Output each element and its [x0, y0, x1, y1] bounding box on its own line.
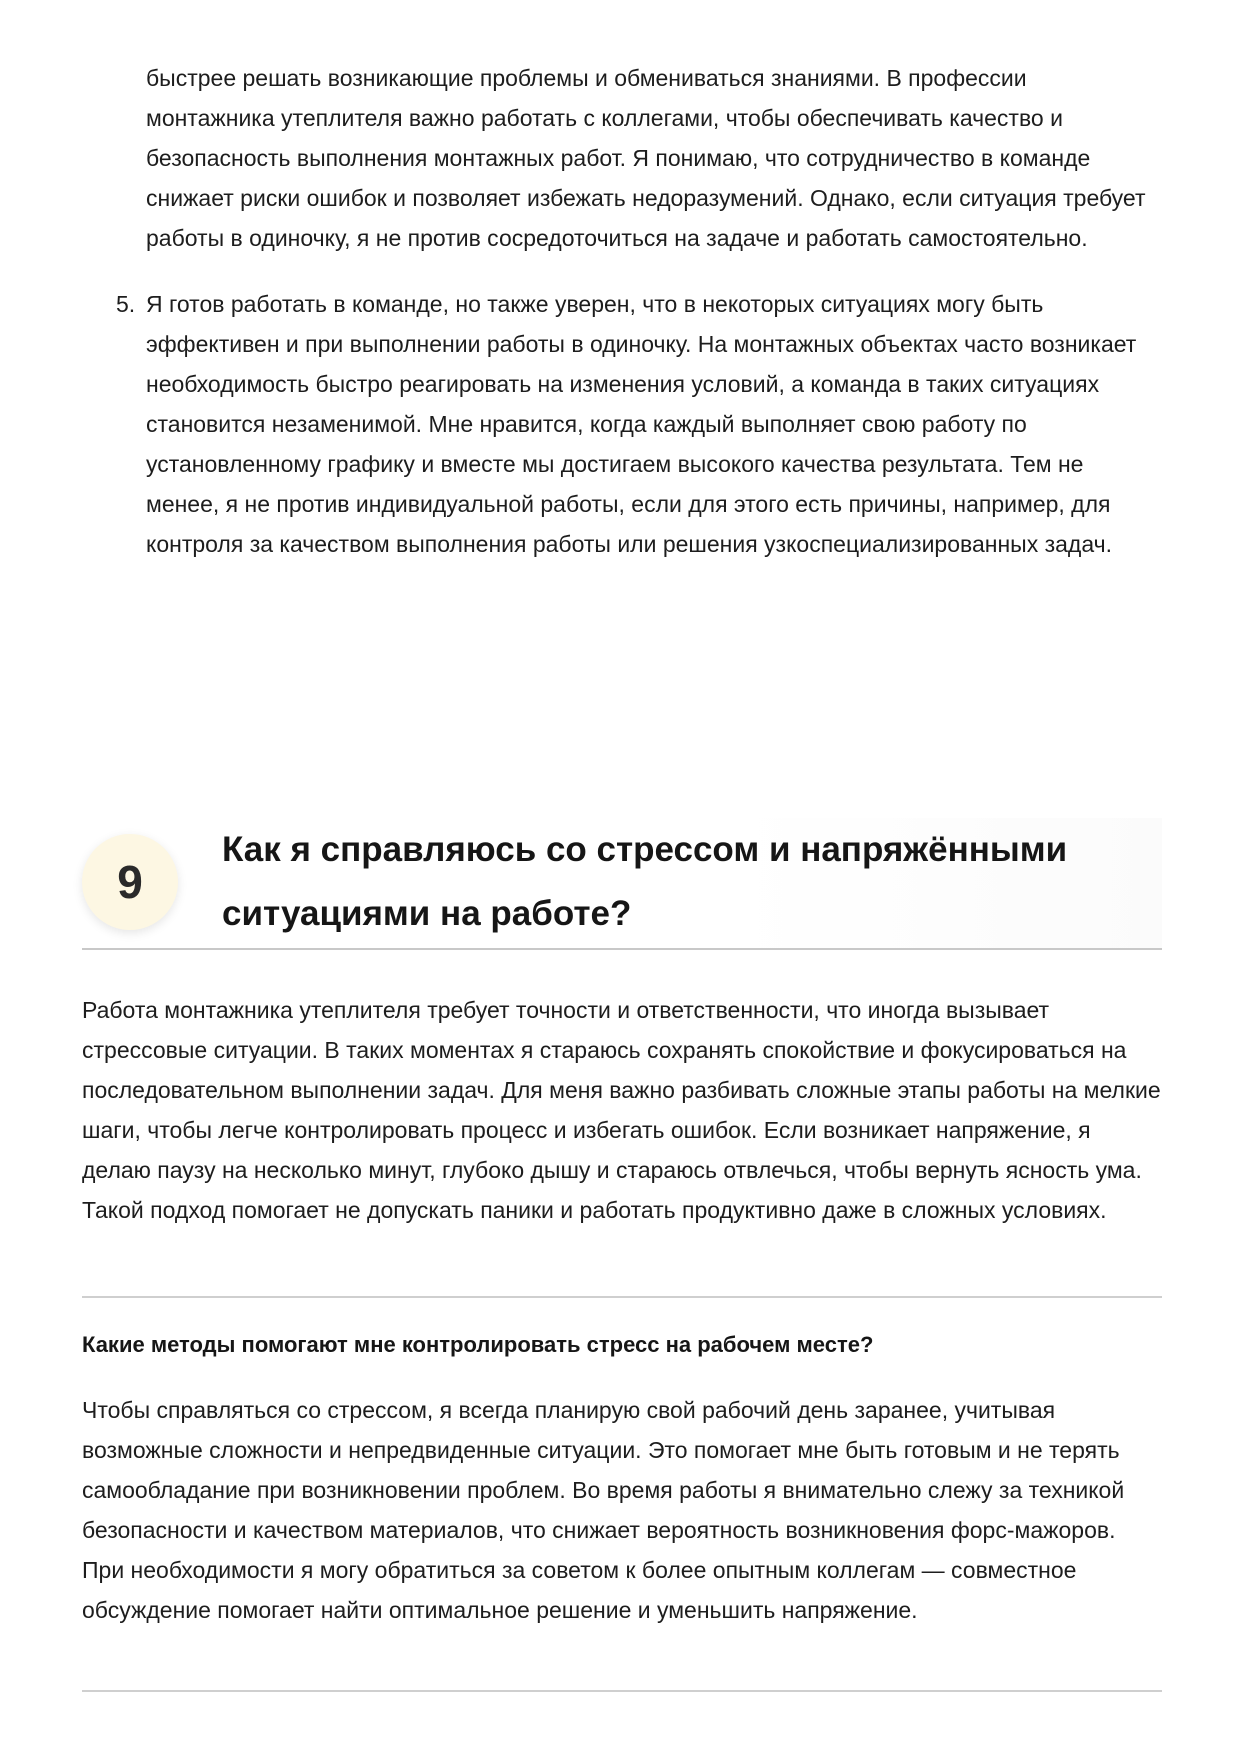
faq-answer-paragraph: Чтобы справляться со стрессом, я всегда планирую свой рабочий день заранее, учитывая возможные сложности и непредвиденные ситуации. Это помогает мне быть готовым и не терять самообладание при возникновении проблем. Во время работы я внимательно слежу за техникой безопасности и качеством материалов, что снижает вероятность возникновения форс-мажоров. При необходимости я могу обратиться за советом к более опытным коллегам — совместное обсуждение помогает найти оптимальное решение и уменьшить напряжение.	[82, 1397, 1125, 1623]
section-number-badge: 9	[82, 834, 178, 930]
divider	[82, 1296, 1162, 1298]
list-item-text: быстрее решать возникающие проблемы и обмениваться знаниями. В профессии монтажника утеплителя важно работать с коллегами, чтобы обеспечивать качество и безопасность выполнения монтажных работ. Я понимаю, что сотрудничество в команде снижает риски ошибок и позволяет избежать недоразумений. Однако, если ситуация требует работы в одиночку, я не против сосредоточиться на задаче и работать самостоятельно.	[146, 65, 1146, 251]
section-title: Как я справляюсь со стрессом и напряжёнными ситуациями на работе?	[222, 830, 1068, 933]
list-item-text: Я готов работать в команде, но также уверен, что в некоторых ситуациях могу быть эффективен и при выполнении работы в одиночку. На монтажных объектах часто возникает необходимость быстро реагировать на изменения условий, а команда в таких ситуациях становится незаменимой. Мне нравится, когда каждый выполняет свою работу по установленному графику и вместе мы достигаем высокого качества результата. Тем не менее, я не против индивидуальной работы, если для этого есть причины, например, для контроля за качеством выполнения работы или решения узкоспециализированных задач.	[146, 291, 1137, 557]
section-intro-paragraph: Работа монтажника утеплителя требует точности и ответственности, что иногда вызывает стрессовые ситуации. В таких моментах я стараюсь сохранять спокойствие и фокусироваться на последовательном выполнении задач. Для меня важно разбивать сложные этапы работы на мелкие шаги, чтобы легче контролировать процесс и избегать ошибок. Если возникает напряжение, я делаю паузу на несколько минут, глубоко дышу и стараюсь отвлечься, чтобы вернуть ясность ума. Такой подход помогает не допускать паники и работать продуктивно даже в сложных условиях.	[82, 997, 1161, 1223]
faq-question: Какие методы помогают мне контролировать стресс на рабочем месте?	[82, 1332, 874, 1357]
divider	[82, 1690, 1162, 1692]
list-item	[146, 58, 1156, 258]
list-item	[116, 284, 1156, 564]
section-header	[82, 818, 1162, 950]
numbered-list	[116, 58, 1156, 590]
list-item-number: 5.	[116, 291, 136, 317]
